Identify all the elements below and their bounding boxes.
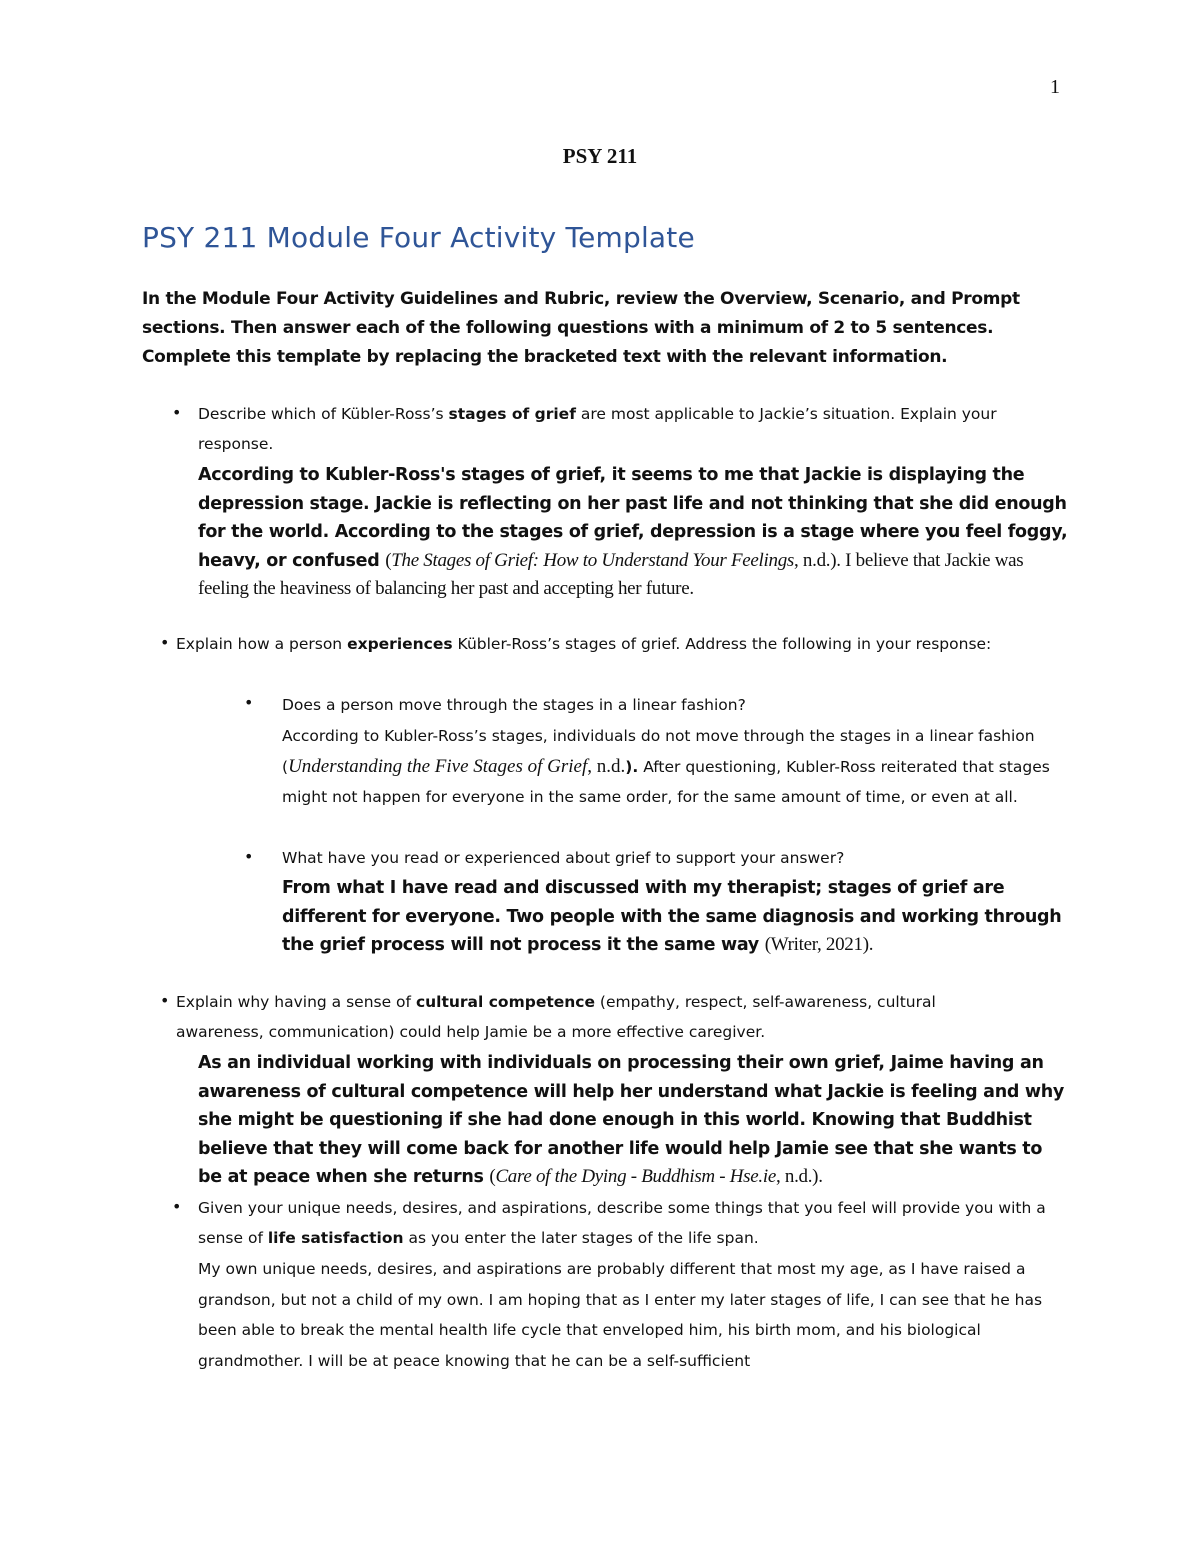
answer-2b: From what I have read and discussed with my therapist; stages of grief are different for everyone. Two people with the same diagnosis and working through the grief process will not process it the same way (Writer, 2021). bbox=[282, 878, 1062, 955]
bullet-q2a: • bbox=[244, 693, 254, 712]
question-2a: Does a person move through the stages in a linear fashion? bbox=[282, 696, 746, 714]
question-2b: What have you read or experienced about grief to support your answer? bbox=[282, 849, 845, 867]
bullet-q3: • bbox=[160, 991, 170, 1010]
bullet-q2: • bbox=[160, 633, 170, 652]
answer-1: According to Kubler-Ross's stages of grief, it seems to me that Jackie is displaying the depression stage. Jackie is reflecting on her past life and not thinking that she did enough for the world. According to the stages of grief, depression is a stage where you feel foggy, heavy, or confused (The Stages of Grief: How to Understand Your Feelings, n.d.). I believe that Jackie was feeling the heaviness of balancing her past and accepting her future. bbox=[198, 465, 1068, 599]
question-1: Describe which of Kübler-Ross’s stages of grief are most applicable to Jackie’s situation. Explain your response. bbox=[198, 405, 997, 453]
answer-3: As an individual working with individuals on processing their own grief, Jaime having an awareness of cultural competence will help her understand what Jackie is feeling and why she might be questioning if she had done enough in this world. Knowing that Buddhist believe that they will come back for another life would help Jamie see that she wants to be at peace when she returns (Care of the Dying - Buddhism - Hse.ie, n.d.). bbox=[198, 1053, 1065, 1187]
bullet-q1: • bbox=[172, 403, 182, 422]
page-number: 1 bbox=[1050, 76, 1060, 98]
intro-instructions: In the Module Four Activity Guidelines and Rubric, review the Overview, Scenario, and Prompt sections. Then answer each of the following questions with a minimum of 2 to 5 sentences. Complete this template by replacing the bracketed text with the relevant information. bbox=[142, 289, 1020, 367]
question-3: Explain why having a sense of cultural competence (empathy, respect, self-awareness, cultural awareness, communication) could help Jamie be a more effective caregiver. bbox=[176, 993, 936, 1041]
bullet-q4: • bbox=[172, 1197, 182, 1216]
document-title: PSY 211 Module Four Activity Template bbox=[142, 221, 695, 254]
answer-4: My own unique needs, desires, and aspirations are probably different that most my age, as I have raised a grandson, but not a child of my own. I am hoping that as I enter my later stages of life, I can see that he has been able to break the mental health life cycle that enveloped him, his birth mom, and his biological grandmother. I will be at peace knowing that he can be a self-sufficient bbox=[198, 1260, 1043, 1370]
answer-2a: According to Kubler-Ross’s stages, individuals do not move through the stages in a linear fashion (Understanding the Five Stages of Grief, n.d.). After questioning, Kubler-Ross reiterated that stages might not happen for everyone in the same order, for the same amount of time, or even at all. bbox=[282, 727, 1050, 806]
bullet-q2b: • bbox=[244, 847, 254, 866]
running-header: PSY 211 bbox=[562, 144, 638, 168]
question-2: Explain how a person experiences Kübler-Ross’s stages of grief. Address the following in your response: bbox=[176, 635, 992, 653]
question-4: Given your unique needs, desires, and aspirations, describe some things that you feel will provide you with a sense of life satisfaction as you enter the later stages of the life span. bbox=[198, 1199, 1046, 1247]
